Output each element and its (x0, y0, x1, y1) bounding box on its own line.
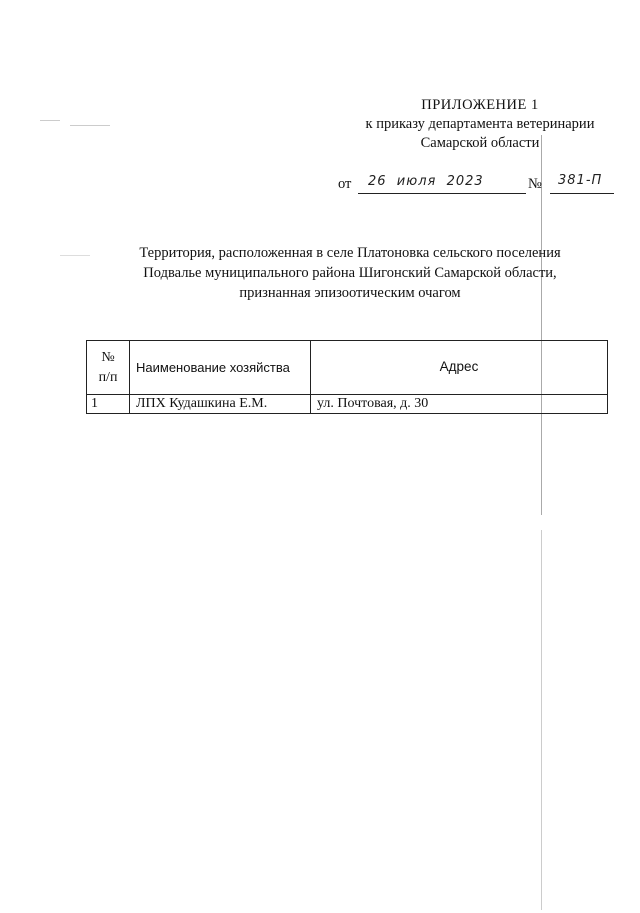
header-address: Адрес (311, 341, 608, 395)
order-number-underline (550, 193, 614, 194)
row-address: ул. Почтовая, д. 30 (311, 395, 608, 414)
heading-line-2: Подвалье муниципального района Шигонский Самарской области, (143, 265, 557, 281)
appendix-block (330, 96, 630, 153)
table-header-row (87, 341, 608, 395)
order-date-underline (358, 193, 526, 194)
header-num-bottom: п/п (98, 369, 118, 385)
appendix-line-1: к приказу департамента ветеринарии (365, 116, 595, 132)
header-num (87, 341, 130, 395)
order-line (338, 172, 618, 196)
row-num: 1 (87, 395, 130, 414)
header-num-top: № (101, 349, 115, 365)
table-row (87, 395, 608, 414)
appendix-line-2: Самарской области (420, 135, 540, 151)
order-number-label: № (528, 176, 542, 192)
scan-artifact-line (541, 530, 542, 910)
appendix-title: ПРИЛОЖЕНИЕ 1 (421, 97, 539, 113)
header-owner: Наименование хозяйства (130, 341, 311, 395)
document-heading (60, 243, 640, 303)
order-from-label: от (338, 176, 352, 192)
order-number-handwritten: 381-П (558, 173, 603, 188)
heading-line-3: признанная эпизоотическим очагом (239, 285, 461, 301)
row-owner: ЛПХ Кудашкина Е.М. (130, 395, 311, 414)
order-date-handwritten: 26 июля 2023 (368, 174, 484, 189)
scan-speck (40, 120, 60, 121)
heading-line-1: Территория, расположенная в селе Платоновка сельского поселения (139, 245, 561, 261)
farms-table (86, 340, 608, 414)
scan-speck (70, 125, 110, 126)
